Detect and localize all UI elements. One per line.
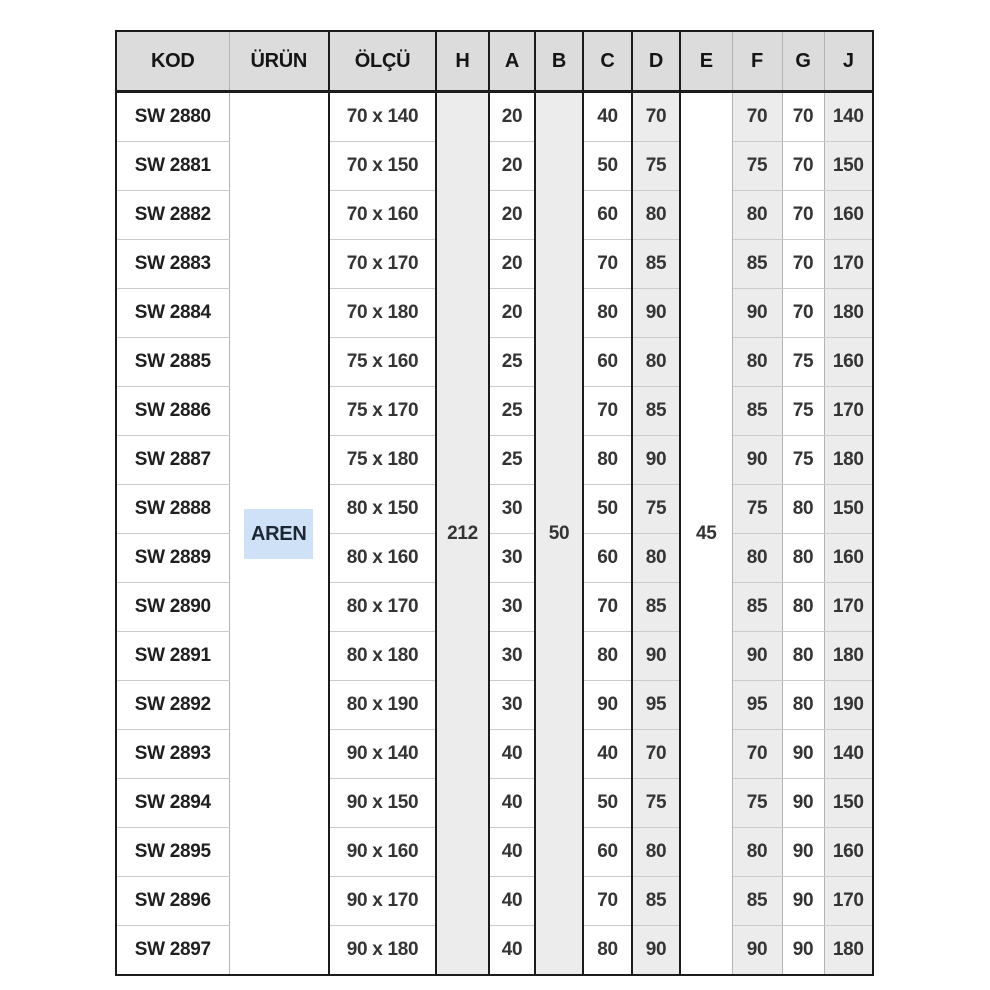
cell-kod: SW 2881 [116,142,229,191]
cell-kod: SW 2894 [116,779,229,828]
cell-kod: SW 2893 [116,730,229,779]
col-header-a: A [489,31,535,92]
cell-a: 30 [489,485,535,534]
cell-d: 80 [632,828,680,877]
cell-j: 160 [824,191,873,240]
cell-c: 80 [583,632,632,681]
cell-g: 80 [782,534,824,583]
merged-cell-h: 212 [436,92,489,976]
header-row [116,31,873,92]
col-header-h: H [436,31,489,92]
cell-j: 160 [824,534,873,583]
cell-j: 150 [824,779,873,828]
cell-a: 25 [489,387,535,436]
cell-d: 90 [632,289,680,338]
cell-c: 60 [583,338,632,387]
product-name-highlight: AREN [244,509,313,559]
cell-a: 25 [489,338,535,387]
cell-f: 75 [732,142,782,191]
cell-f: 75 [732,779,782,828]
cell-kod: SW 2886 [116,387,229,436]
cell-c: 40 [583,730,632,779]
cell-f: 80 [732,191,782,240]
cell-j: 180 [824,926,873,976]
cell-c: 80 [583,926,632,976]
cell-kod: SW 2880 [116,92,229,142]
cell-kod: SW 2888 [116,485,229,534]
table-body [116,92,873,976]
cell-a: 40 [489,926,535,976]
cell-d: 85 [632,387,680,436]
cell-olcu: 80 x 160 [329,534,436,583]
cell-g: 70 [782,289,824,338]
cell-a: 20 [489,142,535,191]
cell-kod: SW 2895 [116,828,229,877]
col-header-j: J [824,31,873,92]
table-row [116,92,873,142]
cell-c: 40 [583,92,632,142]
cell-kod: SW 2885 [116,338,229,387]
col-header-b: B [535,31,583,92]
cell-olcu: 80 x 150 [329,485,436,534]
cell-kod: SW 2891 [116,632,229,681]
cell-f: 85 [732,387,782,436]
cell-g: 90 [782,926,824,976]
cell-d: 90 [632,926,680,976]
cell-j: 190 [824,681,873,730]
cell-a: 30 [489,681,535,730]
cell-f: 80 [732,828,782,877]
cell-olcu: 70 x 150 [329,142,436,191]
cell-kod: SW 2896 [116,877,229,926]
cell-c: 70 [583,387,632,436]
cell-j: 170 [824,877,873,926]
cell-f: 90 [732,632,782,681]
cell-j: 150 [824,485,873,534]
cell-d: 85 [632,877,680,926]
cell-f: 85 [732,240,782,289]
cell-olcu: 90 x 150 [329,779,436,828]
cell-j: 170 [824,583,873,632]
col-header-g: G [782,31,824,92]
cell-olcu: 70 x 140 [329,92,436,142]
cell-g: 80 [782,583,824,632]
merged-cell-urun [229,92,329,976]
merged-cell-e: 45 [680,92,732,976]
col-header-e: E [680,31,732,92]
cell-c: 90 [583,681,632,730]
cell-j: 140 [824,92,873,142]
cell-d: 90 [632,632,680,681]
cell-f: 70 [732,730,782,779]
cell-a: 30 [489,534,535,583]
cell-olcu: 75 x 170 [329,387,436,436]
cell-d: 70 [632,92,680,142]
cell-c: 70 [583,877,632,926]
cell-g: 70 [782,240,824,289]
product-spec-table [115,30,874,976]
cell-c: 70 [583,583,632,632]
cell-a: 40 [489,828,535,877]
cell-a: 30 [489,583,535,632]
cell-j: 160 [824,828,873,877]
cell-c: 50 [583,142,632,191]
cell-j: 180 [824,289,873,338]
cell-g: 75 [782,436,824,485]
cell-d: 85 [632,583,680,632]
cell-j: 150 [824,142,873,191]
cell-a: 40 [489,877,535,926]
cell-d: 70 [632,730,680,779]
cell-f: 80 [732,534,782,583]
cell-kod: SW 2882 [116,191,229,240]
cell-d: 75 [632,779,680,828]
cell-f: 90 [732,436,782,485]
cell-olcu: 90 x 140 [329,730,436,779]
cell-kod: SW 2897 [116,926,229,976]
cell-olcu: 70 x 180 [329,289,436,338]
cell-g: 70 [782,142,824,191]
cell-j: 140 [824,730,873,779]
cell-g: 70 [782,92,824,142]
cell-c: 60 [583,534,632,583]
cell-g: 80 [782,681,824,730]
cell-f: 90 [732,926,782,976]
cell-olcu: 80 x 190 [329,681,436,730]
cell-j: 170 [824,387,873,436]
cell-a: 20 [489,191,535,240]
col-header-d: D [632,31,680,92]
cell-olcu: 75 x 180 [329,436,436,485]
cell-f: 95 [732,681,782,730]
cell-j: 180 [824,632,873,681]
cell-f: 85 [732,877,782,926]
cell-g: 75 [782,387,824,436]
cell-olcu: 80 x 180 [329,632,436,681]
cell-f: 90 [732,289,782,338]
cell-g: 90 [782,877,824,926]
cell-a: 30 [489,632,535,681]
cell-c: 60 [583,828,632,877]
cell-a: 20 [489,92,535,142]
cell-d: 80 [632,338,680,387]
cell-d: 95 [632,681,680,730]
cell-d: 80 [632,191,680,240]
merged-cell-b: 50 [535,92,583,976]
cell-d: 75 [632,142,680,191]
cell-g: 80 [782,632,824,681]
product-spec-table-wrap [115,30,874,976]
cell-g: 90 [782,828,824,877]
cell-olcu: 75 x 160 [329,338,436,387]
cell-olcu: 90 x 180 [329,926,436,976]
cell-d: 85 [632,240,680,289]
cell-a: 40 [489,730,535,779]
cell-c: 70 [583,240,632,289]
cell-g: 90 [782,779,824,828]
cell-d: 75 [632,485,680,534]
col-header-c: C [583,31,632,92]
cell-d: 80 [632,534,680,583]
cell-f: 75 [732,485,782,534]
cell-a: 40 [489,779,535,828]
cell-c: 50 [583,779,632,828]
cell-j: 180 [824,436,873,485]
cell-olcu: 70 x 160 [329,191,436,240]
cell-c: 50 [583,485,632,534]
col-header-olcu: ÖLÇÜ [329,31,436,92]
cell-kod: SW 2884 [116,289,229,338]
cell-kod: SW 2890 [116,583,229,632]
cell-a: 20 [489,240,535,289]
cell-olcu: 70 x 170 [329,240,436,289]
cell-c: 80 [583,436,632,485]
cell-f: 85 [732,583,782,632]
col-header-f: F [732,31,782,92]
col-header-urun: ÜRÜN [229,31,329,92]
cell-olcu: 90 x 170 [329,877,436,926]
cell-j: 170 [824,240,873,289]
col-header-kod: KOD [116,31,229,92]
cell-a: 20 [489,289,535,338]
cell-kod: SW 2883 [116,240,229,289]
cell-c: 80 [583,289,632,338]
cell-olcu: 90 x 160 [329,828,436,877]
cell-f: 80 [732,338,782,387]
cell-c: 60 [583,191,632,240]
cell-olcu: 80 x 170 [329,583,436,632]
cell-kod: SW 2892 [116,681,229,730]
cell-f: 70 [732,92,782,142]
cell-a: 25 [489,436,535,485]
cell-g: 75 [782,338,824,387]
cell-kod: SW 2887 [116,436,229,485]
cell-g: 90 [782,730,824,779]
cell-g: 80 [782,485,824,534]
cell-d: 90 [632,436,680,485]
cell-g: 70 [782,191,824,240]
cell-kod: SW 2889 [116,534,229,583]
cell-j: 160 [824,338,873,387]
